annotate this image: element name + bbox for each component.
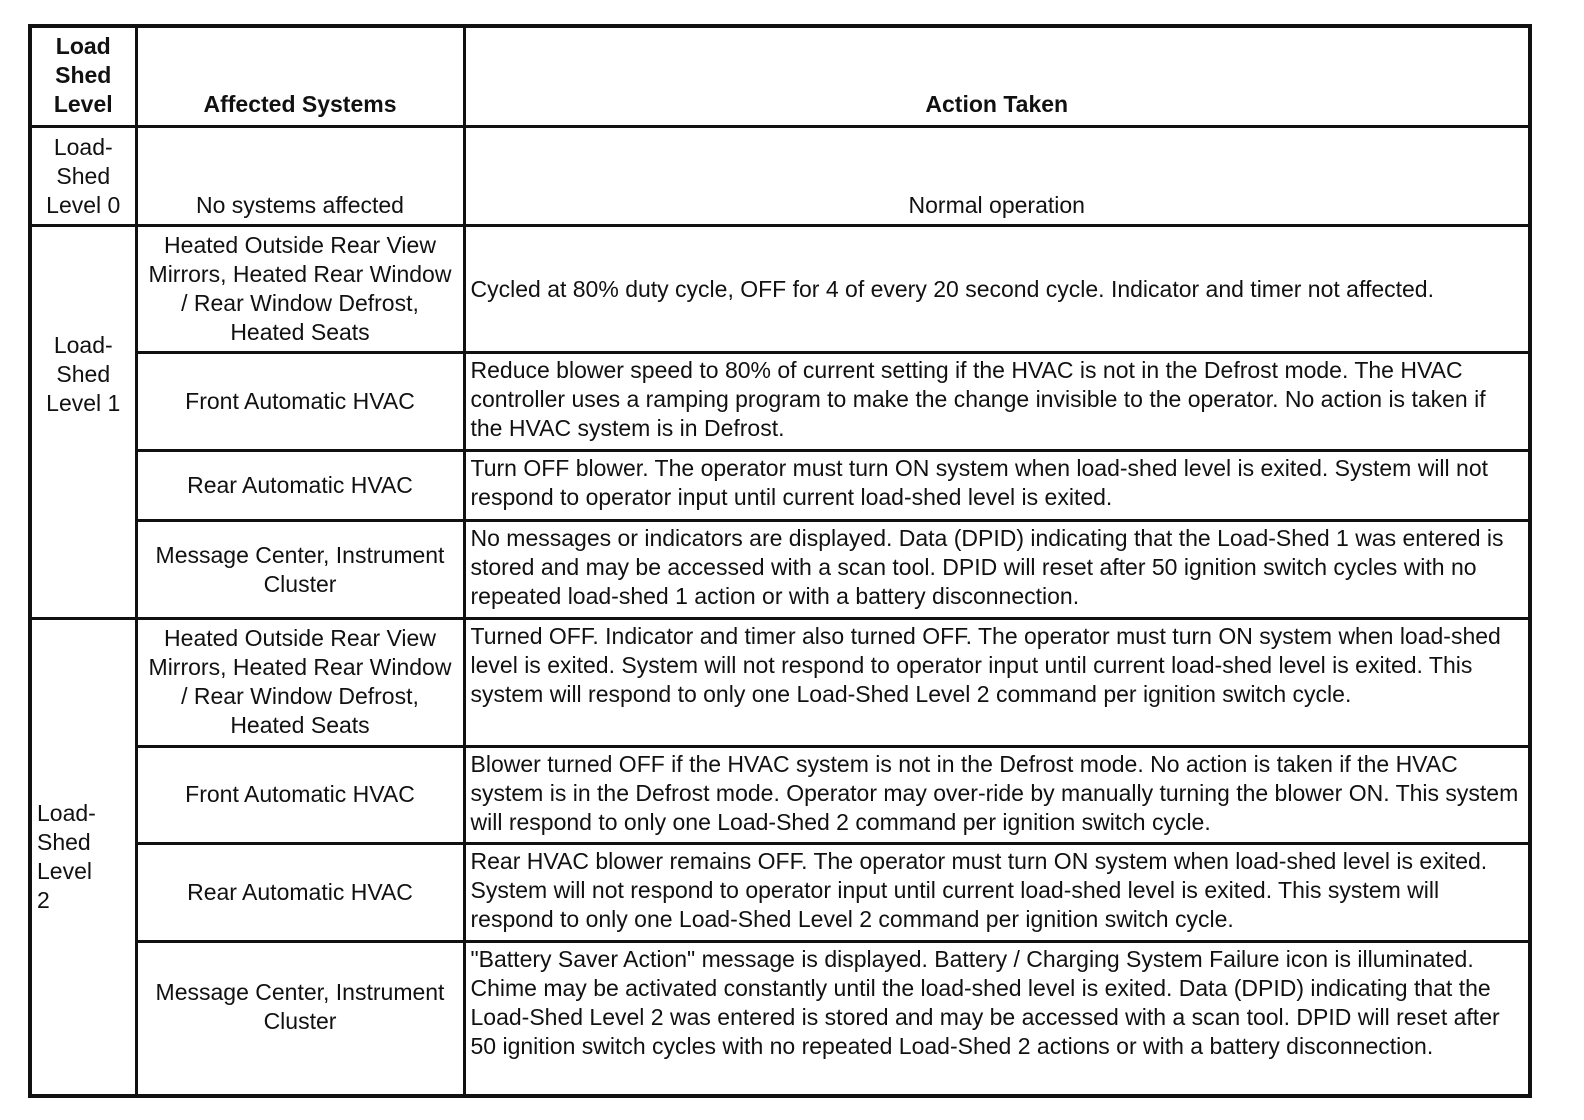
affected-system: Message Center, Instrument Cluster bbox=[136, 520, 464, 619]
action-taken: Turn OFF blower. The operator must turn ON system when load-shed level is exited. System will not respond to operator input until current load-shed level is exited. bbox=[464, 451, 1530, 521]
table-row bbox=[30, 619, 1530, 746]
table-row bbox=[30, 746, 1530, 844]
table-row bbox=[30, 942, 1530, 1096]
table-row bbox=[30, 353, 1530, 451]
header-row bbox=[30, 26, 1530, 127]
affected-system: Front Automatic HVAC bbox=[136, 746, 464, 844]
table-row bbox=[30, 226, 1530, 353]
affected-system: No systems affected bbox=[136, 127, 464, 226]
table-row-level0 bbox=[30, 127, 1530, 226]
action-taken: Reduce blower speed to 80% of current setting if the HVAC is not in the Defrost mode. The HVAC controller uses a ramping program to make the change invisible to the operator. No action is taken if the HVAC system is in Defrost. bbox=[464, 353, 1530, 451]
action-taken: Blower turned OFF if the HVAC system is not in the Defrost mode. No action is taken if the HVAC system is in the Defrost mode. Operator may over-ride by manually turning the blower ON. This system will respond to only one Load-Shed 2 command per ignition switch cycle. bbox=[464, 746, 1530, 844]
action-taken: Cycled at 80% duty cycle, OFF for 4 of every 20 second cycle. Indicator and timer not affected. bbox=[464, 226, 1530, 353]
header-affected-systems: Affected Systems bbox=[136, 26, 464, 127]
table-row bbox=[30, 520, 1530, 619]
load-shed-table bbox=[28, 24, 1532, 1098]
level-0-label: Load-Shed Level 0 bbox=[30, 127, 136, 226]
level-1-label: Load-Shed Level 1 bbox=[30, 226, 136, 619]
affected-system: Rear Automatic HVAC bbox=[136, 844, 464, 942]
action-taken: Turned OFF. Indicator and timer also turned OFF. The operator must turn ON system when load-shed level is exited. System will not respond to operator input until current load-shed level is exited. This system will respond to only one Load-Shed Level 2 command per ignition switch cycle. bbox=[464, 619, 1530, 746]
affected-system: Heated Outside Rear View Mirrors, Heated Rear Window / Rear Window Defrost, Heated Seats bbox=[136, 619, 464, 746]
action-taken: "Battery Saver Action" message is displayed. Battery / Charging System Failure icon is illuminated. Chime may be activated constantly until the load-shed level is exited. Data (DPID) indicating that the Load-Shed Level 2 was entered is stored and may be accessed with a scan tool. DPID will reset after 50 ignition switch cycles with no repeated Load-Shed 2 actions or with a battery disconnection. bbox=[464, 942, 1530, 1096]
header-load-shed-level: Load Shed Level bbox=[30, 26, 136, 127]
table-row bbox=[30, 844, 1530, 942]
action-taken: Normal operation bbox=[464, 127, 1530, 226]
affected-system: Rear Automatic HVAC bbox=[136, 451, 464, 521]
level-2-label: Load-Shed Level 2 bbox=[30, 619, 136, 1096]
action-taken: Rear HVAC blower remains OFF. The operator must turn ON system when load-shed level is exited. System will not respond to operator input until current load-shed level is exited. This system will respond to only one Load-Shed Level 2 command per ignition switch cycle. bbox=[464, 844, 1530, 942]
action-taken: No messages or indicators are displayed. Data (DPID) indicating that the Load-Shed 1 was entered is stored and may be accessed with a scan tool. DPID will reset after 50 ignition switch cycles with no repeated load-shed 1 action or with a battery disconnection. bbox=[464, 520, 1530, 619]
affected-system: Heated Outside Rear View Mirrors, Heated Rear Window / Rear Window Defrost, Heated Seats bbox=[136, 226, 464, 353]
affected-system: Message Center, Instrument Cluster bbox=[136, 942, 464, 1096]
header-action-taken: Action Taken bbox=[464, 26, 1530, 127]
table-row bbox=[30, 451, 1530, 521]
affected-system: Front Automatic HVAC bbox=[136, 353, 464, 451]
